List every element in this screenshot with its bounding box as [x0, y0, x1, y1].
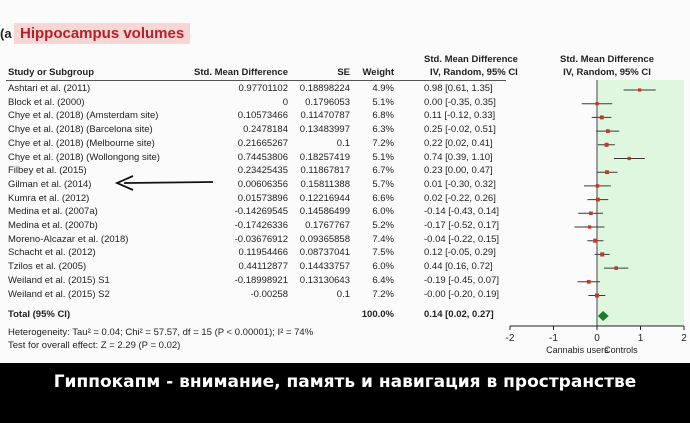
total-label: Total (95% CI) [8, 309, 71, 320]
study-name: Block et al. (2000) [8, 96, 85, 108]
se-value: 0.14433757 [299, 261, 350, 273]
study-name: Medina et al. (2007b) [8, 220, 98, 231]
point-estimate [588, 225, 591, 228]
ci-value: 0.02 [-0.22, 0.26] [424, 192, 496, 204]
plot-group-header: Std. Mean Difference [560, 54, 654, 65]
point-estimate [600, 115, 604, 119]
ci-value: -0.00 [-0.20, 0.19] [424, 288, 499, 300]
weight-value: 6.0% [372, 206, 394, 218]
ci-value: 0.22 [0.02, 0.41] [424, 137, 493, 149]
study-name: Ashtari et al. (2011) [8, 83, 91, 94]
ci-value: 0.12 [-0.05, 0.29] [424, 247, 496, 259]
point-estimate [628, 157, 631, 160]
weight-value: 5.2% [372, 220, 394, 231]
weight-value: 4.9% [372, 83, 394, 94]
point-estimate [596, 198, 600, 202]
se-value: 0.1 [336, 288, 350, 300]
se-value: 0.14586499 [299, 206, 350, 218]
study-name: Chye et al. (2018) (Amsterdam site) [8, 110, 159, 122]
study-name: Gilman et al. (2014) [8, 178, 92, 190]
smd-header: Std. Mean Difference [194, 67, 288, 78]
ci-value: 0.01 [-0.30, 0.32] [424, 178, 496, 190]
study-name: Chye et al. (2018) (Wollongong site) [8, 151, 160, 163]
smd-value: 0.2478184 [243, 124, 288, 136]
study-name: Kumra et al. (2012) [8, 192, 90, 204]
smd-value: 0.97701102 [238, 83, 288, 94]
se-value: 0.11867817 [300, 165, 350, 177]
smd-value: -0.18998921 [234, 274, 288, 286]
smd-value: -0.00258 [250, 288, 288, 300]
weight-value: 6.4% [372, 274, 394, 286]
panel-label: (a [0, 26, 12, 41]
smd-value: 0.23425435 [237, 165, 288, 177]
smd-value: -0.17426336 [234, 220, 288, 231]
ci-value: 0.11 [-0.12, 0.33] [424, 110, 496, 122]
x-tick-label: 1 [637, 333, 644, 344]
weight-value: 6.3% [372, 124, 394, 136]
point-estimate [605, 170, 609, 174]
smd-value: 0.11954466 [238, 247, 288, 259]
study-name: Chye et al. (2018) (Barcelona site) [8, 124, 153, 136]
ci-value: 0.25 [-0.02, 0.51] [424, 124, 496, 136]
point-estimate [614, 266, 618, 270]
smd-value: 0.10573466 [237, 110, 288, 122]
video-subtitle: Гиппокапм - внимание, память и навигация в пространстве [53, 372, 637, 392]
smd-value: 0.74453806 [237, 151, 288, 163]
ci-value: -0.04 [-0.22, 0.15] [424, 233, 499, 245]
study-name: Chye et al. (2018) (Melbourne site) [8, 137, 155, 149]
total-ci: 0.14 [0.02, 0.27] [424, 309, 494, 320]
weight-value: 6.7% [372, 165, 394, 177]
ci-value: 0.98 [0.61, 1.35] [424, 83, 493, 94]
se-value: 0.18898224 [299, 83, 350, 94]
weight-value: 7.5% [372, 247, 394, 259]
ci-value: 0.00 [-0.35, 0.35] [424, 96, 496, 108]
se-value: 0.13130643 [299, 274, 350, 286]
study-name: Filbey et al. (2015) [8, 165, 87, 177]
weight-value: 6.0% [372, 261, 394, 273]
smd-value: 0.21665267 [237, 137, 288, 149]
point-estimate [593, 239, 597, 243]
x-tick-label: 0 [594, 333, 600, 344]
se-value: 0.12216944 [299, 192, 350, 204]
se-value: 0.1796053 [305, 96, 350, 108]
se-value: 0.1767767 [305, 220, 350, 231]
point-estimate [595, 102, 598, 105]
study-name: Weiland et al. (2015) S2 [8, 288, 110, 300]
se-value: 0.18257419 [299, 151, 350, 163]
se-value: 0.09365858 [299, 233, 350, 245]
smd-value: 0.01573896 [237, 192, 288, 204]
study-name: Moreno-Alcazar et al. (2018) [8, 233, 129, 245]
point-estimate [600, 252, 604, 256]
plot-method-header: IV, Random, 95% CI [563, 67, 651, 78]
point-estimate [605, 143, 609, 147]
point-estimate [596, 184, 599, 187]
weight-value: 5.1% [372, 96, 394, 108]
smd-value: 0 [282, 96, 288, 108]
smd-value: -0.03676912 [234, 233, 288, 245]
weight-value: 5.7% [372, 178, 394, 190]
ci-value: -0.17 [-0.52, 0.17] [424, 220, 499, 231]
study-name: Weiland et al. (2015) S1 [8, 274, 110, 286]
se-value: 0.15811388 [300, 178, 350, 190]
total-weight: 100.0% [361, 309, 394, 320]
ci-method-header: IV, Random, 95% CI [430, 67, 518, 78]
smd-value: 0.44112877 [238, 261, 288, 273]
ci-value: 0.74 [0.39, 1.10] [424, 151, 493, 163]
weight-header: Weight [362, 67, 394, 78]
ci-value: 0.44 [0.16, 0.72] [424, 261, 493, 273]
point-estimate [638, 88, 641, 91]
smd-value: 0.00606356 [237, 178, 288, 190]
weight-value: 7.4% [372, 233, 394, 245]
x-tick-label: 2 [681, 333, 687, 344]
study-name: Schacht et al. (2012) [8, 247, 96, 259]
point-estimate [589, 212, 593, 216]
weight-value: 5.1% [372, 151, 394, 163]
se-value: 0.11470787 [300, 110, 350, 122]
x-tick-label: -1 [549, 333, 558, 344]
point-estimate [606, 129, 610, 133]
se-value: 0.1 [336, 137, 350, 149]
se-value: 0.08737041 [299, 247, 350, 259]
ci-group-header: Std. Mean Difference [424, 54, 518, 65]
point-estimate [587, 280, 591, 284]
weight-value: 6.6% [372, 192, 394, 204]
se-value: 0.13483997 [299, 124, 350, 136]
study-header: Study or Subgroup [8, 67, 95, 78]
weight-value: 7.2% [372, 288, 394, 300]
se-header: SE [337, 67, 350, 78]
ci-value: -0.14 [-0.43, 0.14] [424, 206, 499, 218]
weight-value: 6.8% [372, 110, 394, 122]
overall-effect-note: Test for overall effect: Z = 2.29 (P = 0.02) [8, 340, 181, 351]
weight-value: 7.2% [372, 137, 394, 149]
favours-left-label: Cannabis users [546, 345, 609, 355]
panel-title: Hippocampus volumes [14, 23, 190, 44]
point-estimate [595, 293, 599, 297]
study-name: Tzilos et al. (2005) [8, 261, 87, 273]
ci-value: 0.23 [0.00, 0.47] [424, 165, 493, 177]
x-tick-label: -2 [505, 333, 515, 344]
favours-right-label: Controls [604, 345, 638, 355]
heterogeneity-note: Heterogeneity: Tau² = 0.04; Chi² = 57.57, df = 15 (P < 0.00001); I² = 74% [8, 327, 314, 338]
ci-value: -0.19 [-0.45, 0.07] [424, 274, 499, 286]
smd-value: -0.14269545 [234, 206, 288, 218]
study-name: Medina et al. (2007a) [8, 206, 98, 218]
